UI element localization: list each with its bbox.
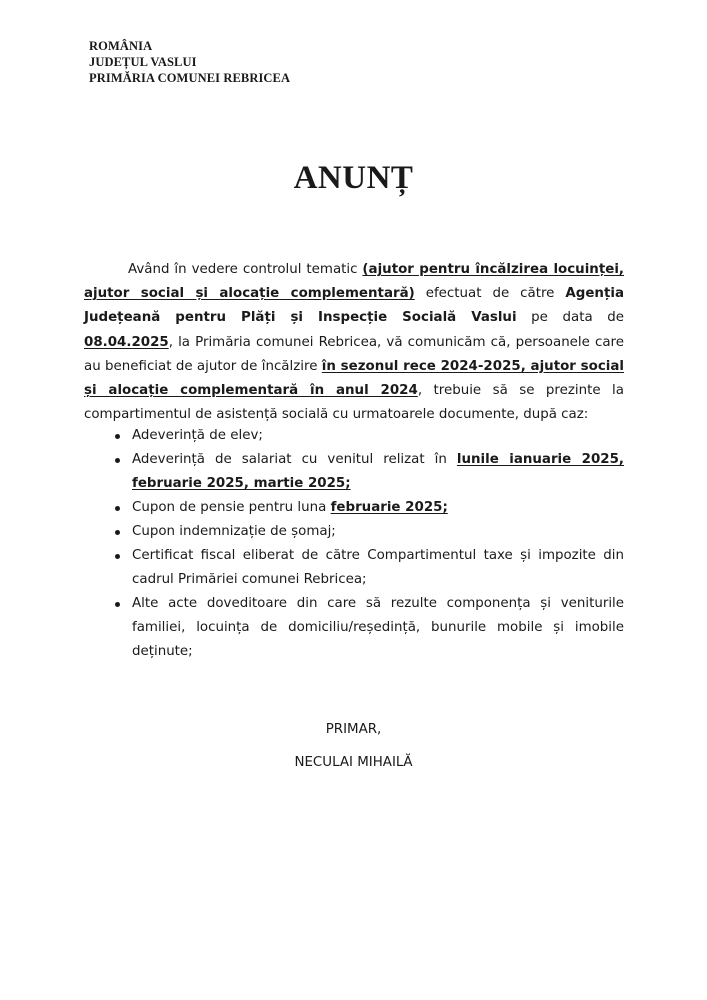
header-country: ROMÂNIA	[89, 39, 153, 53]
list-item-text-part: Adeverință de salariat cu venitul relizat în	[132, 452, 457, 467]
list-item	[84, 592, 624, 664]
paragraph-text: pe data de	[516, 310, 624, 326]
header-institution: PRIMĂRIA COMUNEI REBRICEA	[89, 71, 291, 85]
paragraph-text: efectuat de către	[414, 286, 566, 302]
paragraph-period-highlight: în sezonul rece 2024-2025, ajutor social și alocație complementară în anul 2024	[84, 358, 624, 399]
bullet-icon	[115, 458, 120, 463]
main-paragraph	[84, 258, 624, 427]
list-item-text: Cupon indemnizație de șomaj;	[132, 524, 336, 539]
bullet-icon	[115, 602, 120, 607]
list-item-text	[118, 496, 624, 520]
list-item	[84, 496, 624, 520]
bullet-icon	[115, 554, 120, 559]
header-county: JUDEȚUL VASLUI	[89, 55, 197, 69]
issuer-header	[89, 38, 290, 86]
list-item-text	[118, 448, 624, 496]
paragraph-text: Având în vedere controlul tematic	[128, 262, 363, 277]
signature-name: NECULAI MIHAILĂ	[294, 755, 413, 770]
bullet-icon	[115, 434, 120, 439]
documents-list	[84, 424, 624, 664]
paragraph-text: , trebuie să se prezinte la compartimentul de asistență socială cu urmatoarele documente, după caz:	[84, 383, 624, 423]
list-item	[84, 544, 624, 592]
paragraph-agency-name: Agenția Județeană pentru Plăți și Inspecție Socială Vaslui	[84, 286, 624, 326]
list-item-months-highlight: lunile ianuarie 2025, februarie 2025, martie 2025;	[132, 452, 625, 491]
document-title: ANUNȚ	[293, 160, 414, 196]
list-item-month-highlight: februarie 2025;	[330, 500, 448, 515]
list-item-text-part: Cupon de pensie pentru luna	[132, 500, 331, 515]
paragraph-benefits-highlight: (ajutor pentru încălzirea locuinței, ajutor social și alocație complementară)	[84, 262, 624, 302]
bullet-icon	[115, 530, 120, 535]
paragraph-control-date: 08.04.2025	[84, 334, 169, 350]
bullet-icon	[115, 506, 120, 511]
signature-role: PRIMAR,	[325, 722, 382, 737]
list-item	[84, 520, 624, 544]
list-item	[84, 424, 624, 448]
list-item-text: Adeverință de elev;	[132, 428, 263, 443]
list-item	[84, 448, 624, 496]
list-item-text: Certificat fiscal eliberat de către Compartimentul taxe și impozite din cadrul Primăriei comunei Rebricea;	[132, 548, 624, 587]
list-item-text: Alte acte doveditoare din care să rezulte componența și veniturile familiei, locuința de domiciliu/reședință, bunurile mobile și imobile deținute;	[132, 596, 624, 659]
paragraph-text: , la Primăria comunei Rebricea, vă comunicăm că, persoanele care au beneficiat de ajutor de încălzire	[84, 334, 624, 374]
